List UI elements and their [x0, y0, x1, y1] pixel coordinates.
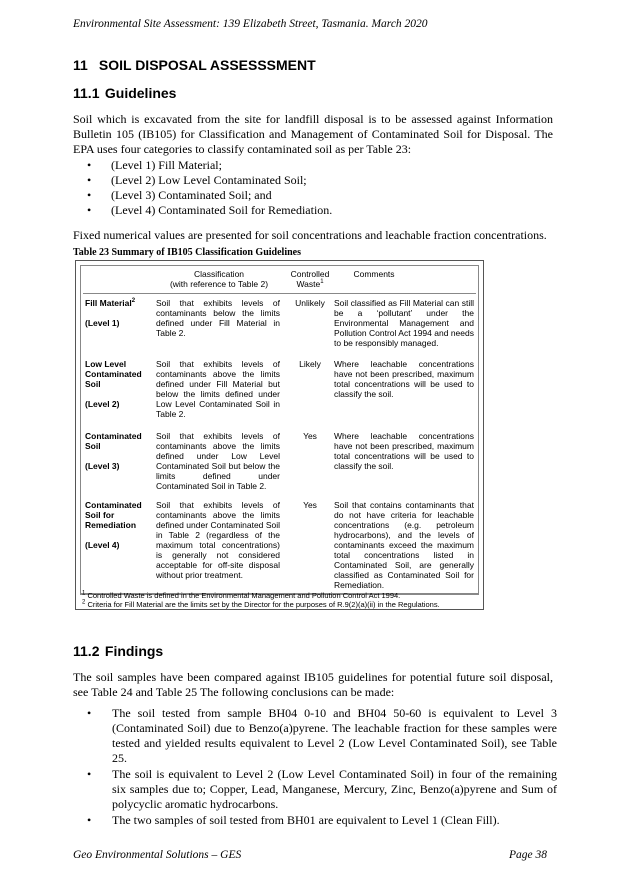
header-classification: Classification (with reference to Table 2) — [169, 269, 269, 289]
row-label: Low Level Contaminated Soil (Level 2) — [85, 359, 142, 409]
table-cell: Soil that exhibits levels of contaminants above the limits defined under Fill Material but below the limits defined under Low Level Contaminated Soil in Table 2. — [156, 359, 280, 419]
row-label: Contaminated Soil for Remediation (Level 4) — [85, 500, 142, 550]
findings-heading — [73, 643, 163, 659]
row-label: Fill Material$^2$ (Level 1) — [85, 298, 136, 328]
findings-paragraph: The soil samples have been compared against IB105 guidelines for potential future soil disposal, see Table 24 and Table 25 The following conclusions can be made: — [73, 670, 553, 699]
header-divider — [83, 293, 476, 294]
table-cell: Soil classified as Fill Material can still be a ‘pollutant’ under the Environmental Management and Pollution Control Act 1994 and needs to be responsibly managed. — [334, 298, 474, 348]
section-title: SOIL DISPOSAL ASSESSSMENT — [98, 57, 316, 73]
table-cell: Where leachable concentrations have not been prescribed, maximum total concentrations will be used to classify the soil. — [334, 359, 474, 399]
guidelines-heading — [73, 85, 176, 101]
table-cell: Soil that exhibits levels of contaminants above the limits defined under Low Level Contaminated Soil but below the limits defined under Contaminated Soil in Table 2. — [156, 431, 280, 491]
table-cell: Likely — [299, 359, 321, 369]
section-heading — [73, 57, 316, 73]
table-cell: Soil that contains contaminants that do not have criteria for leachable concentrations (e.g. petroleum hydrocarbons), and the levels of contaminants exceed the maximum total concentrations listed in Contaminated Soil, are generally classified as Contaminated Soil for Remediation. — [334, 500, 474, 590]
page-number: Page 38 — [508, 849, 547, 861]
classification-table — [75, 260, 484, 610]
findings-title: Findings — [104, 643, 164, 659]
table-cell: Soil that exhibits levels of contaminants above the limits defined under Contaminated Soil in Table 2 (regardless of the maximum total concentrations) is generally not considered acceptable for off-site disposal without prior treatment. — [156, 500, 280, 580]
table-caption: Table 23 Summary of IB105 Classification Guidelines — [73, 247, 301, 258]
page-header: Environmental Site Assessment: 139 Elizabeth Street, Tasmania. March 2020 — [73, 18, 428, 30]
header-comments: Comments — [353, 269, 395, 279]
guidelines-title: Guidelines — [104, 85, 177, 101]
list-item: • The two samples of soil tested from BH01 are equivalent to Level 1 (Clean Fill). — [87, 813, 500, 827]
list-item: • The soil is equivalent to Level 2 (Low Level Contaminated Soil) in four of the remaining six samples due to; Copper, Lead, Manganese, Mercury, Zinc, Benzo(a)pyrene and Sum of polycyclic aromatic hydrocarbons. — [87, 767, 557, 811]
section-number: 11 — [73, 57, 88, 73]
list-item: • (Level 1) Fill Material; — [87, 158, 222, 172]
table-cell: Where leachable concentrations have not been prescribed, maximum total concentrations will be used to classify the soil. — [334, 431, 474, 471]
list-item: • (Level 2) Low Level Contaminated Soil; — [87, 173, 307, 187]
level-list — [87, 158, 332, 218]
table-footnote: $^2$ Criteria for Fill Material are the limits set by the Director for the purposes of R.9(2)(a)(ii) in the Regulations. — [82, 599, 440, 609]
findings-list — [87, 706, 557, 829]
findings-number: 11.2 — [73, 643, 100, 659]
guidelines-number: 11.1 — [73, 85, 100, 101]
header-controlled-waste: Controlled Waste$^1$ — [290, 269, 330, 289]
row-label: Contaminated Soil (Level 3) — [85, 431, 142, 471]
table-cell: Soil that exhibits levels of contaminants below the limits defined under Fill Material in Table 2. — [156, 298, 280, 338]
table-footnote: $^1$ Controlled Waste is defined in the Environmental Management and Pollution Control Act 1994. — [82, 590, 401, 600]
list-item: • (Level 4) Contaminated Soil for Remediation. — [87, 203, 333, 217]
page-footer: Geo Environmental Solutions – GES — [73, 849, 242, 861]
table-cell: Unlikely — [295, 298, 325, 308]
guidelines-paragraph: Soil which is excavated from the site for landfill disposal is to be assessed against Information Bulletin 105 (IB105) for Classification and Management of Contaminated Soil for Disposal. The EPA uses four categories to classify contaminated soil as per Table 23: — [73, 112, 553, 156]
table-cell: Yes — [303, 431, 317, 441]
list-item: • (Level 3) Contaminated Soil; and — [87, 188, 272, 202]
table-cell: Yes — [303, 500, 317, 510]
guidelines-paragraph-2: Fixed numerical values are presented for soil concentrations and leachable fraction concentrations. — [73, 228, 547, 242]
list-item: • The soil tested from sample BH04 0-10 and BH04 50-60 is equivalent to Level 3 (Contaminated Soil) due to Benzo(a)pyrene. The leachable fraction for these samples were tested and yielded results equivalent to Level 2 (Low Level Contaminated Soil), see Table 25. — [87, 706, 557, 765]
